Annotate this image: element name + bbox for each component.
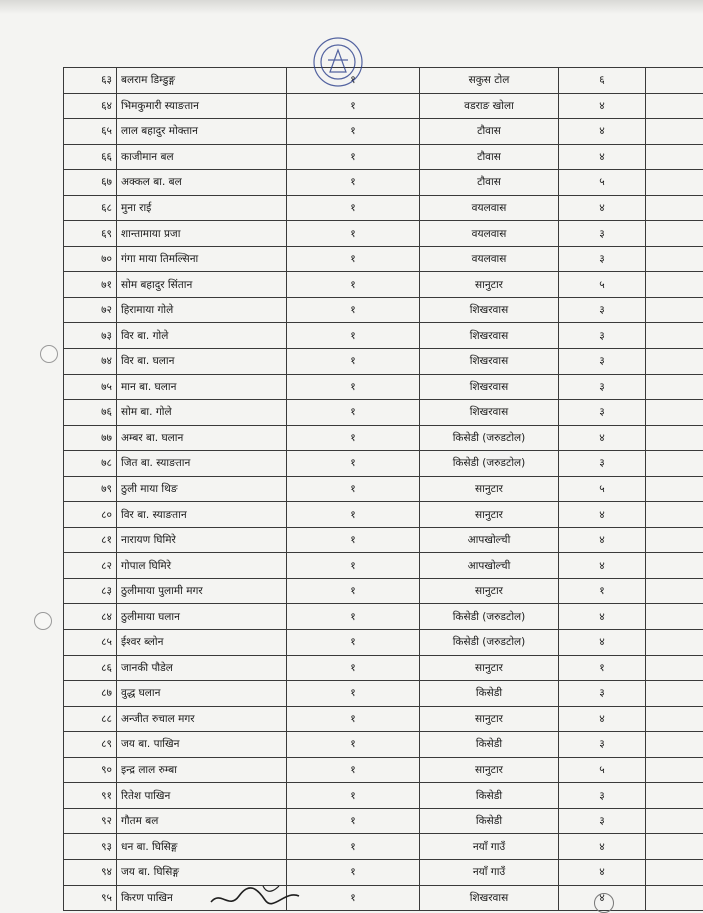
- table-row: [64, 246, 703, 272]
- family-members-cell: ४: [559, 553, 646, 579]
- family-members-cell: ४: [559, 93, 646, 119]
- family-members-cell: ४: [559, 885, 646, 911]
- address-cell: सानुटार: [420, 757, 559, 783]
- remarks-cell: [646, 859, 703, 885]
- serial-number-cell: ७९: [64, 476, 117, 502]
- beneficiary-name-cell: अन्जीत रुचाल मगर: [117, 706, 287, 732]
- address-cell: किसेडी: [420, 732, 559, 758]
- family-members-cell: ५: [559, 170, 646, 196]
- remarks-cell: [646, 655, 703, 681]
- remarks-cell: [646, 578, 703, 604]
- remarks-cell: [646, 144, 703, 170]
- serial-number-cell: ७५: [64, 374, 117, 400]
- table-row: [64, 681, 703, 707]
- remarks-cell: [646, 783, 703, 809]
- family-members-cell: ५: [559, 272, 646, 298]
- family-members-cell: ३: [559, 297, 646, 323]
- address-cell: शिखरवास: [420, 297, 559, 323]
- address-cell: वडराङ खोला: [420, 93, 559, 119]
- beneficiary-name-cell: काजीमान बल: [117, 144, 287, 170]
- table-row: [64, 630, 703, 656]
- table-row: [64, 859, 703, 885]
- family-members-cell: ३: [559, 451, 646, 477]
- family-members-cell: ४: [559, 834, 646, 860]
- address-cell: सानुटार: [420, 476, 559, 502]
- address-cell: सानुटार: [420, 706, 559, 732]
- table-row: [64, 374, 703, 400]
- address-cell: शिखरवास: [420, 400, 559, 426]
- remarks-cell: [646, 400, 703, 426]
- family-members-cell: ३: [559, 681, 646, 707]
- remarks-cell: [646, 502, 703, 528]
- table-row: [64, 195, 703, 221]
- count-cell: १: [287, 119, 420, 145]
- beneficiary-name-cell: विर बा. स्याङतान: [117, 502, 287, 528]
- count-cell: १: [287, 502, 420, 528]
- table-row: [64, 706, 703, 732]
- beneficiary-name-cell: शान्तामाया प्रजा: [117, 221, 287, 247]
- address-cell: शिखरवास: [420, 374, 559, 400]
- family-members-cell: ४: [559, 119, 646, 145]
- family-members-cell: १: [559, 655, 646, 681]
- count-cell: १: [287, 246, 420, 272]
- remarks-cell: [646, 297, 703, 323]
- table-row: [64, 732, 703, 758]
- family-members-cell: ४: [559, 502, 646, 528]
- serial-number-cell: ८०: [64, 502, 117, 528]
- address-cell: किसेडी (जरुडटोल): [420, 425, 559, 451]
- serial-number-cell: ८४: [64, 604, 117, 630]
- table-row: [64, 655, 703, 681]
- serial-number-cell: ८८: [64, 706, 117, 732]
- remarks-cell: [646, 834, 703, 860]
- table-row: [64, 808, 703, 834]
- table-row: [64, 425, 703, 451]
- table-row: [64, 783, 703, 809]
- address-cell: किसेडी: [420, 808, 559, 834]
- remarks-cell: [646, 170, 703, 196]
- table-row: [64, 604, 703, 630]
- address-cell: टौवास: [420, 119, 559, 145]
- beneficiary-name-cell: जित बा. स्याङतान: [117, 451, 287, 477]
- count-cell: १: [287, 476, 420, 502]
- serial-number-cell: ८३: [64, 578, 117, 604]
- serial-number-cell: ८६: [64, 655, 117, 681]
- remarks-cell: [646, 246, 703, 272]
- table-row: [64, 68, 703, 94]
- address-cell: आपखोल्ची: [420, 553, 559, 579]
- count-cell: १: [287, 630, 420, 656]
- address-cell: किसेडी (जरुडटोल): [420, 604, 559, 630]
- table-row: [64, 297, 703, 323]
- serial-number-cell: ७४: [64, 349, 117, 375]
- serial-number-cell: ९२: [64, 808, 117, 834]
- family-members-cell: ३: [559, 323, 646, 349]
- family-members-cell: ३: [559, 732, 646, 758]
- count-cell: १: [287, 783, 420, 809]
- page-top-edge: [0, 0, 703, 14]
- remarks-cell: [646, 272, 703, 298]
- table-row: [64, 834, 703, 860]
- remarks-cell: [646, 119, 703, 145]
- count-cell: १: [287, 195, 420, 221]
- family-members-cell: ३: [559, 246, 646, 272]
- remarks-cell: [646, 630, 703, 656]
- serial-number-cell: ८७: [64, 681, 117, 707]
- remarks-cell: [646, 808, 703, 834]
- family-members-cell: ४: [559, 630, 646, 656]
- remarks-cell: [646, 195, 703, 221]
- beneficiary-name-cell: इन्द्र लाल रुम्बा: [117, 757, 287, 783]
- family-members-cell: ३: [559, 783, 646, 809]
- family-members-cell: ५: [559, 757, 646, 783]
- remarks-cell: [646, 681, 703, 707]
- address-cell: किसेडी (जरुडटोल): [420, 630, 559, 656]
- beneficiary-name-cell: ठुलीमाया पुलामी मगर: [117, 578, 287, 604]
- punch-hole-upper: [40, 345, 58, 363]
- address-cell: शिखरवास: [420, 349, 559, 375]
- family-members-cell: ४: [559, 604, 646, 630]
- remarks-cell: [646, 706, 703, 732]
- address-cell: वयलवास: [420, 221, 559, 247]
- table-row: [64, 221, 703, 247]
- serial-number-cell: ८९: [64, 732, 117, 758]
- count-cell: १: [287, 578, 420, 604]
- serial-number-cell: ६७: [64, 170, 117, 196]
- serial-number-cell: ७२: [64, 297, 117, 323]
- corner-mark: [594, 893, 614, 913]
- address-cell: सकुस टोल: [420, 68, 559, 94]
- count-cell: १: [287, 527, 420, 553]
- beneficiary-name-cell: जानकी पौडेल: [117, 655, 287, 681]
- beneficiary-name-cell: गोपाल घिमिरे: [117, 553, 287, 579]
- beneficiary-name-cell: लाल बहादुर मोक्तान: [117, 119, 287, 145]
- count-cell: १: [287, 374, 420, 400]
- address-cell: किसेडी: [420, 681, 559, 707]
- serial-number-cell: ७३: [64, 323, 117, 349]
- remarks-cell: [646, 93, 703, 119]
- serial-number-cell: ९५: [64, 885, 117, 911]
- address-cell: शिखरवास: [420, 323, 559, 349]
- address-cell: सानुटार: [420, 578, 559, 604]
- address-cell: वयलवास: [420, 246, 559, 272]
- count-cell: १: [287, 297, 420, 323]
- serial-number-cell: ७०: [64, 246, 117, 272]
- punch-hole-lower: [34, 612, 52, 630]
- count-cell: १: [287, 221, 420, 247]
- table-row: [64, 272, 703, 298]
- table-row: [64, 451, 703, 477]
- serial-number-cell: ६३: [64, 68, 117, 94]
- beneficiary-name-cell: अक्कल बा. बल: [117, 170, 287, 196]
- address-cell: सानुटार: [420, 502, 559, 528]
- family-members-cell: ५: [559, 476, 646, 502]
- remarks-cell: [646, 221, 703, 247]
- beneficiary-name-cell: किरण पाखिन: [117, 885, 287, 911]
- serial-number-cell: ८१: [64, 527, 117, 553]
- serial-number-cell: ९०: [64, 757, 117, 783]
- serial-number-cell: ९१: [64, 783, 117, 809]
- count-cell: १: [287, 349, 420, 375]
- family-members-cell: ४: [559, 706, 646, 732]
- beneficiary-name-cell: हिरामाया गोले: [117, 297, 287, 323]
- remarks-cell: [646, 885, 703, 911]
- serial-number-cell: ७६: [64, 400, 117, 426]
- family-members-cell: ३: [559, 808, 646, 834]
- serial-number-cell: ६६: [64, 144, 117, 170]
- address-cell: नयाँ गाउँ: [420, 834, 559, 860]
- table-row: [64, 93, 703, 119]
- beneficiary-name-cell: मुना राई: [117, 195, 287, 221]
- table-body: [64, 68, 703, 911]
- count-cell: १: [287, 68, 420, 94]
- table-row: [64, 323, 703, 349]
- address-cell: सानुटार: [420, 272, 559, 298]
- family-members-cell: ६: [559, 68, 646, 94]
- serial-number-cell: ८२: [64, 553, 117, 579]
- serial-number-cell: ७७: [64, 425, 117, 451]
- address-cell: नयाँ गाउँ: [420, 859, 559, 885]
- beneficiary-name-cell: विर बा. गोले: [117, 323, 287, 349]
- serial-number-cell: ६४: [64, 93, 117, 119]
- beneficiary-name-cell: ठुलीमाया घलान: [117, 604, 287, 630]
- family-members-cell: ३: [559, 400, 646, 426]
- count-cell: १: [287, 451, 420, 477]
- address-cell: सानुटार: [420, 655, 559, 681]
- count-cell: १: [287, 144, 420, 170]
- table-row: [64, 170, 703, 196]
- beneficiary-name-cell: मान बा. घलान: [117, 374, 287, 400]
- beneficiary-name-cell: नारायण घिमिरे: [117, 527, 287, 553]
- count-cell: १: [287, 655, 420, 681]
- count-cell: १: [287, 93, 420, 119]
- remarks-cell: [646, 68, 703, 94]
- remarks-cell: [646, 323, 703, 349]
- count-cell: १: [287, 553, 420, 579]
- serial-number-cell: ८५: [64, 630, 117, 656]
- serial-number-cell: ७१: [64, 272, 117, 298]
- family-members-cell: ३: [559, 221, 646, 247]
- serial-number-cell: ७८: [64, 451, 117, 477]
- family-members-cell: ४: [559, 859, 646, 885]
- household-register-table: [63, 67, 703, 911]
- remarks-cell: [646, 757, 703, 783]
- remarks-cell: [646, 425, 703, 451]
- remarks-cell: [646, 451, 703, 477]
- count-cell: १: [287, 859, 420, 885]
- beneficiary-name-cell: सोम बा. गोले: [117, 400, 287, 426]
- table-row: [64, 400, 703, 426]
- count-cell: १: [287, 808, 420, 834]
- remarks-cell: [646, 553, 703, 579]
- count-cell: १: [287, 834, 420, 860]
- address-cell: टौवास: [420, 144, 559, 170]
- remarks-cell: [646, 604, 703, 630]
- table-row: [64, 553, 703, 579]
- family-members-cell: ३: [559, 349, 646, 375]
- beneficiary-name-cell: ठुली माया थिङ: [117, 476, 287, 502]
- count-cell: १: [287, 732, 420, 758]
- remarks-cell: [646, 374, 703, 400]
- serial-number-cell: ९४: [64, 859, 117, 885]
- beneficiary-name-cell: गंगा माया तिमल्सिना: [117, 246, 287, 272]
- beneficiary-name-cell: बलराम डिम्डुङ्ग: [117, 68, 287, 94]
- beneficiary-name-cell: जय बा. पाखिन: [117, 732, 287, 758]
- remarks-cell: [646, 476, 703, 502]
- count-cell: १: [287, 757, 420, 783]
- address-cell: शिखरवास: [420, 885, 559, 911]
- remarks-cell: [646, 349, 703, 375]
- serial-number-cell: ६५: [64, 119, 117, 145]
- beneficiary-name-cell: सोम बहादुर सिंतान: [117, 272, 287, 298]
- beneficiary-name-cell: वुद्ध घलान: [117, 681, 287, 707]
- count-cell: १: [287, 400, 420, 426]
- beneficiary-name-cell: विर बा. घलान: [117, 349, 287, 375]
- family-members-cell: ४: [559, 195, 646, 221]
- beneficiary-name-cell: भिमकुमारी स्याङतान: [117, 93, 287, 119]
- count-cell: १: [287, 885, 420, 911]
- serial-number-cell: ९३: [64, 834, 117, 860]
- serial-number-cell: ६९: [64, 221, 117, 247]
- beneficiary-name-cell: ईश्वर ब्लोन: [117, 630, 287, 656]
- table-row: [64, 578, 703, 604]
- family-members-cell: १: [559, 578, 646, 604]
- table-row: [64, 757, 703, 783]
- serial-number-cell: ६८: [64, 195, 117, 221]
- address-cell: आपखोल्ची: [420, 527, 559, 553]
- family-members-cell: ३: [559, 374, 646, 400]
- beneficiary-name-cell: धन बा. घिसिङ्ग: [117, 834, 287, 860]
- count-cell: १: [287, 681, 420, 707]
- table-row: [64, 502, 703, 528]
- family-members-cell: ४: [559, 144, 646, 170]
- remarks-cell: [646, 732, 703, 758]
- beneficiary-name-cell: अम्बर बा. घलान: [117, 425, 287, 451]
- address-cell: किसेडी: [420, 783, 559, 809]
- family-members-cell: ४: [559, 425, 646, 451]
- count-cell: १: [287, 272, 420, 298]
- beneficiary-name-cell: गौतम बल: [117, 808, 287, 834]
- beneficiary-name-cell: जय बा. घिसिङ्ग: [117, 859, 287, 885]
- beneficiary-name-cell: रितेश पाखिन: [117, 783, 287, 809]
- table-row: [64, 119, 703, 145]
- address-cell: किसेडी (जरुडटोल): [420, 451, 559, 477]
- family-members-cell: ४: [559, 527, 646, 553]
- count-cell: १: [287, 706, 420, 732]
- table-row: [64, 349, 703, 375]
- remarks-cell: [646, 527, 703, 553]
- table-row: [64, 144, 703, 170]
- address-cell: वयलवास: [420, 195, 559, 221]
- address-cell: टौवास: [420, 170, 559, 196]
- count-cell: १: [287, 323, 420, 349]
- table-row: [64, 476, 703, 502]
- count-cell: १: [287, 604, 420, 630]
- count-cell: १: [287, 425, 420, 451]
- count-cell: १: [287, 170, 420, 196]
- table-row: [64, 527, 703, 553]
